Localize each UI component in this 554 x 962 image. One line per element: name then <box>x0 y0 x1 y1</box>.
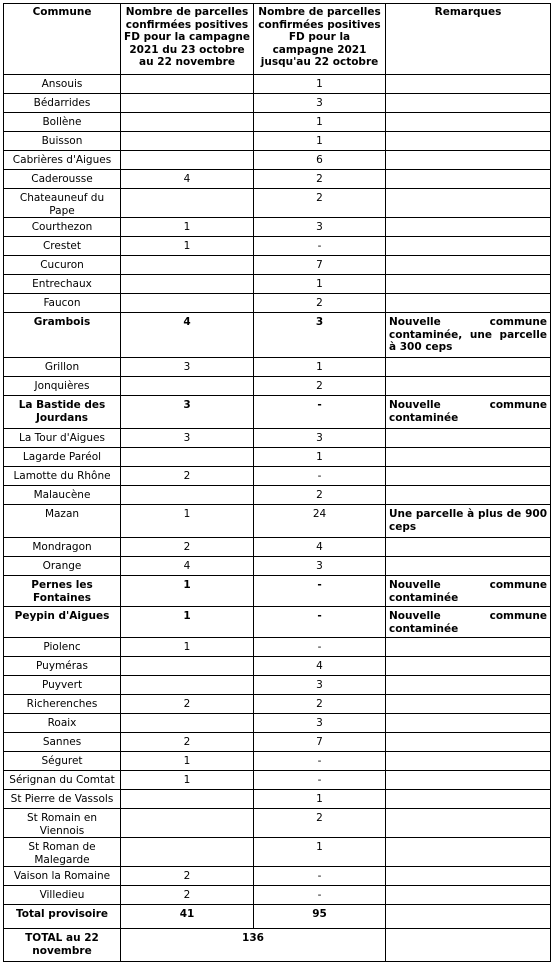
count-until-oct-cell: 3 <box>254 714 386 733</box>
count-until-oct-cell: 2 <box>254 170 386 189</box>
count-until-oct-cell: 2 <box>254 294 386 313</box>
remark-cell <box>386 886 551 905</box>
remark-cell <box>386 733 551 752</box>
commune-cell: Lamotte du Rhône <box>4 467 121 486</box>
table-row <box>4 132 551 151</box>
count-until-oct-cell: 1 <box>254 275 386 294</box>
commune-cell: Mondragon <box>4 538 121 557</box>
remark-cell <box>386 905 551 929</box>
header-col-b: Nombre de parcelles confirmées positives FD pour la campagne 2021 jusqu'au 22 octobre <box>254 4 386 75</box>
remark-cell: Nouvelle commune contaminée <box>386 607 551 638</box>
count-oct-nov-cell <box>121 448 254 467</box>
count-until-oct-cell: 2 <box>254 486 386 505</box>
count-oct-nov-cell <box>121 189 254 218</box>
count-until-oct-cell: 6 <box>254 151 386 170</box>
count-until-oct-cell: - <box>254 771 386 790</box>
table-row <box>4 256 551 275</box>
commune-cell: St Pierre de Vassols <box>4 790 121 809</box>
count-oct-nov-cell <box>121 275 254 294</box>
count-oct-nov-cell <box>121 838 254 867</box>
count-oct-nov-cell: 2 <box>121 733 254 752</box>
remark-cell <box>386 486 551 505</box>
commune-cell: Crestet <box>4 237 121 256</box>
commune-cell: Séguret <box>4 752 121 771</box>
count-oct-nov-cell <box>121 94 254 113</box>
remark-cell: Une parcelle à plus de 900 ceps <box>386 505 551 538</box>
table-row <box>4 75 551 94</box>
remark-cell <box>386 809 551 838</box>
count-oct-nov-cell: 2 <box>121 886 254 905</box>
count-oct-nov-cell: 3 <box>121 358 254 377</box>
count-until-oct-cell: 1 <box>254 358 386 377</box>
commune-cell: Vaison la Romaine <box>4 867 121 886</box>
count-oct-nov-cell <box>121 256 254 275</box>
remark-cell <box>386 638 551 657</box>
count-oct-nov-cell: 2 <box>121 538 254 557</box>
count-until-oct-cell: - <box>254 886 386 905</box>
count-oct-nov-cell: 1 <box>121 752 254 771</box>
remark-cell <box>386 657 551 676</box>
table-row <box>4 695 551 714</box>
count-until-oct-cell: 1 <box>254 132 386 151</box>
commune-cell: Orange <box>4 557 121 576</box>
remark-cell <box>386 429 551 448</box>
table-row <box>4 790 551 809</box>
table-row <box>4 676 551 695</box>
count-oct-nov-cell <box>121 113 254 132</box>
table-row <box>4 151 551 170</box>
remark-cell <box>386 557 551 576</box>
commune-cell: Buisson <box>4 132 121 151</box>
remark-cell <box>386 170 551 189</box>
table-row <box>4 838 551 867</box>
table-row <box>4 396 551 429</box>
count-oct-nov-cell <box>121 809 254 838</box>
count-oct-nov-cell <box>121 657 254 676</box>
commune-cell: Entrechaux <box>4 275 121 294</box>
table-row <box>4 809 551 838</box>
table-row <box>4 752 551 771</box>
grand-total-label: TOTAL au 22 novembre <box>4 929 121 962</box>
commune-cell: Pernes les Fontaines <box>4 576 121 607</box>
remark-cell <box>386 256 551 275</box>
count-until-oct-cell: 7 <box>254 256 386 275</box>
table-row <box>4 714 551 733</box>
remark-cell <box>386 237 551 256</box>
remark-cell <box>386 218 551 237</box>
count-until-oct-cell: 1 <box>254 838 386 867</box>
table-row <box>4 113 551 132</box>
remark-cell <box>386 132 551 151</box>
count-until-oct-cell: 95 <box>254 905 386 929</box>
commune-cell: Villedieu <box>4 886 121 905</box>
count-oct-nov-cell <box>121 75 254 94</box>
count-until-oct-cell: 3 <box>254 218 386 237</box>
commune-cell: St Romain en Viennois <box>4 809 121 838</box>
count-until-oct-cell: 24 <box>254 505 386 538</box>
count-until-oct-cell: 3 <box>254 313 386 358</box>
table-row <box>4 771 551 790</box>
count-until-oct-cell: 3 <box>254 94 386 113</box>
count-until-oct-cell: 4 <box>254 538 386 557</box>
count-until-oct-cell: 1 <box>254 113 386 132</box>
count-until-oct-cell: 1 <box>254 448 386 467</box>
header-remarks: Remarques <box>386 4 551 75</box>
grand-total-remark <box>386 929 551 962</box>
table-row <box>4 170 551 189</box>
count-until-oct-cell: - <box>254 607 386 638</box>
table-row <box>4 657 551 676</box>
remark-cell <box>386 467 551 486</box>
remark-cell <box>386 275 551 294</box>
commune-cell: Roaix <box>4 714 121 733</box>
count-oct-nov-cell: 1 <box>121 237 254 256</box>
header-row <box>4 4 551 75</box>
commune-cell: Sérignan du Comtat <box>4 771 121 790</box>
commune-cell: Richerenches <box>4 695 121 714</box>
commune-cell: Courthezon <box>4 218 121 237</box>
commune-cell: La Bastide des Jourdans <box>4 396 121 429</box>
remark-cell <box>386 94 551 113</box>
table-row <box>4 505 551 538</box>
count-oct-nov-cell: 1 <box>121 218 254 237</box>
count-until-oct-cell: 3 <box>254 676 386 695</box>
remark-cell: Nouvelle commune contaminée <box>386 576 551 607</box>
table-row <box>4 867 551 886</box>
remark-cell <box>386 695 551 714</box>
commune-cell: Sannes <box>4 733 121 752</box>
count-oct-nov-cell: 4 <box>121 170 254 189</box>
table-row <box>4 275 551 294</box>
remark-cell <box>386 714 551 733</box>
count-oct-nov-cell <box>121 714 254 733</box>
grand-total-row <box>4 929 551 962</box>
table-row <box>4 218 551 237</box>
table-row <box>4 94 551 113</box>
count-oct-nov-cell: 2 <box>121 695 254 714</box>
remark-cell <box>386 151 551 170</box>
count-oct-nov-cell: 1 <box>121 505 254 538</box>
remark-cell <box>386 377 551 396</box>
count-until-oct-cell: 1 <box>254 75 386 94</box>
count-oct-nov-cell <box>121 151 254 170</box>
commune-cell: Jonquières <box>4 377 121 396</box>
remark-cell <box>386 771 551 790</box>
remark-cell: Nouvelle commune contaminée <box>386 396 551 429</box>
remark-cell <box>386 752 551 771</box>
commune-cell: Lagarde Paréol <box>4 448 121 467</box>
table-row <box>4 886 551 905</box>
commune-cell: Grillon <box>4 358 121 377</box>
commune-cell: Mazan <box>4 505 121 538</box>
commune-cell: Cabrières d'Aigues <box>4 151 121 170</box>
table-row <box>4 733 551 752</box>
count-oct-nov-cell: 3 <box>121 396 254 429</box>
count-until-oct-cell: 3 <box>254 429 386 448</box>
count-until-oct-cell: 2 <box>254 377 386 396</box>
commune-cell: Bollène <box>4 113 121 132</box>
remark-cell <box>386 790 551 809</box>
commune-cell: Caderousse <box>4 170 121 189</box>
remark-cell <box>386 538 551 557</box>
commune-cell: Cucuron <box>4 256 121 275</box>
count-oct-nov-cell: 1 <box>121 771 254 790</box>
count-oct-nov-cell: 1 <box>121 576 254 607</box>
table-row <box>4 467 551 486</box>
table-row <box>4 607 551 638</box>
remark-cell <box>386 75 551 94</box>
count-until-oct-cell: 2 <box>254 809 386 838</box>
remark-cell <box>386 113 551 132</box>
remark-cell <box>386 867 551 886</box>
total-row <box>4 905 551 929</box>
count-until-oct-cell: - <box>254 576 386 607</box>
count-until-oct-cell: - <box>254 638 386 657</box>
count-until-oct-cell: - <box>254 237 386 256</box>
table-row <box>4 486 551 505</box>
count-oct-nov-cell: 4 <box>121 557 254 576</box>
table-row <box>4 358 551 377</box>
remark-cell: Nouvelle commune contaminée, une parcelle à 300 ceps <box>386 313 551 358</box>
table-row <box>4 557 551 576</box>
infection-table <box>3 3 551 962</box>
count-until-oct-cell: 7 <box>254 733 386 752</box>
table-row <box>4 448 551 467</box>
commune-cell: Ansouis <box>4 75 121 94</box>
table-row <box>4 313 551 358</box>
commune-cell: St Roman de Malegarde <box>4 838 121 867</box>
count-oct-nov-cell <box>121 294 254 313</box>
commune-cell: Bédarrides <box>4 94 121 113</box>
remark-cell <box>386 676 551 695</box>
count-oct-nov-cell <box>121 377 254 396</box>
count-oct-nov-cell <box>121 132 254 151</box>
commune-cell: Puyvert <box>4 676 121 695</box>
header-commune: Commune <box>4 4 121 75</box>
table-row <box>4 538 551 557</box>
count-until-oct-cell: 2 <box>254 695 386 714</box>
table-row <box>4 377 551 396</box>
count-until-oct-cell: 4 <box>254 657 386 676</box>
remark-cell <box>386 294 551 313</box>
count-until-oct-cell: 2 <box>254 189 386 218</box>
table-row <box>4 237 551 256</box>
commune-cell: Faucon <box>4 294 121 313</box>
count-oct-nov-cell: 2 <box>121 867 254 886</box>
count-oct-nov-cell: 3 <box>121 429 254 448</box>
count-oct-nov-cell <box>121 790 254 809</box>
count-until-oct-cell: 1 <box>254 790 386 809</box>
count-oct-nov-cell <box>121 676 254 695</box>
remark-cell <box>386 448 551 467</box>
count-until-oct-cell: 3 <box>254 557 386 576</box>
commune-cell: Peypin d'Aigues <box>4 607 121 638</box>
count-oct-nov-cell <box>121 486 254 505</box>
commune-cell: Puyméras <box>4 657 121 676</box>
commune-cell: La Tour d'Aigues <box>4 429 121 448</box>
count-until-oct-cell: - <box>254 867 386 886</box>
count-until-oct-cell: - <box>254 396 386 429</box>
table-row <box>4 429 551 448</box>
commune-cell: Grambois <box>4 313 121 358</box>
count-oct-nov-cell: 2 <box>121 467 254 486</box>
count-oct-nov-cell: 41 <box>121 905 254 929</box>
table-row <box>4 576 551 607</box>
table-row <box>4 294 551 313</box>
commune-cell: Piolenc <box>4 638 121 657</box>
remark-cell <box>386 838 551 867</box>
commune-cell: Malaucène <box>4 486 121 505</box>
commune-cell: Chateauneuf du Pape <box>4 189 121 218</box>
header-col-a: Nombre de parcelles confirmées positives FD pour la campagne 2021 du 23 octobre au 22 novembre <box>121 4 254 75</box>
table-row <box>4 189 551 218</box>
count-until-oct-cell: - <box>254 467 386 486</box>
remark-cell <box>386 189 551 218</box>
count-until-oct-cell: - <box>254 752 386 771</box>
remark-cell <box>386 358 551 377</box>
commune-cell: Total provisoire <box>4 905 121 929</box>
grand-total-value: 136 <box>121 929 386 962</box>
count-oct-nov-cell: 1 <box>121 607 254 638</box>
count-oct-nov-cell: 4 <box>121 313 254 358</box>
count-oct-nov-cell: 1 <box>121 638 254 657</box>
table-row <box>4 638 551 657</box>
